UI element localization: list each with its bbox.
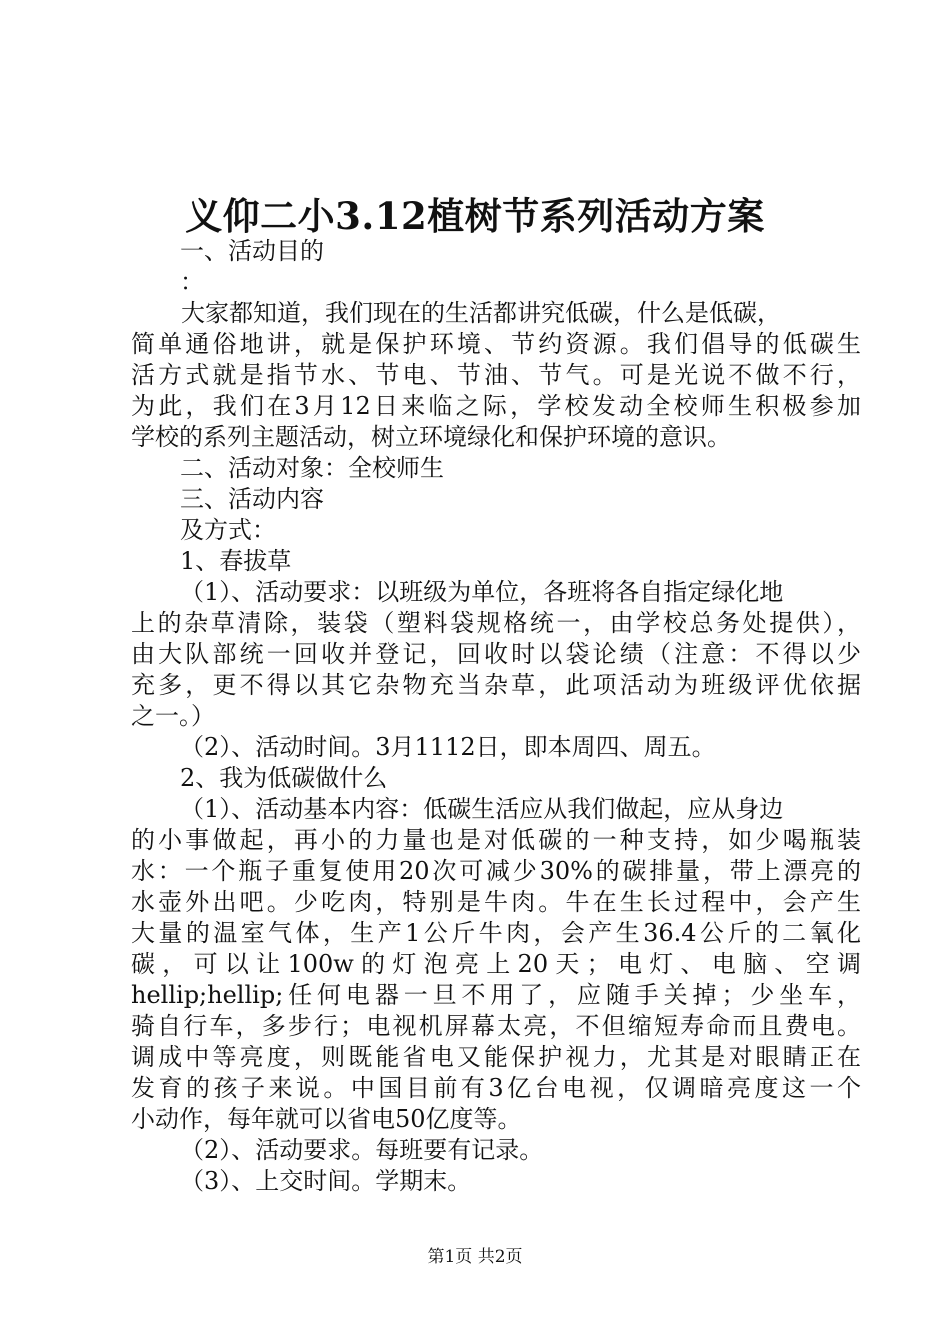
text-line: 大量的温室气体，生产1公斤牛肉，会产生36.4公斤的二氧化	[131, 919, 861, 947]
section-heading-audience: 二、活动对象：全校师生	[180, 454, 444, 482]
text-line: （2）、活动时间。3月1112日，即本周四、周五。	[180, 733, 716, 761]
document-title: 义仰二小3.12植树节系列活动方案	[185, 194, 765, 238]
text-line: （2）、活动要求。每班要有记录。	[180, 1136, 544, 1164]
document-body	[131, 236, 861, 1197]
section-heading-content: 三、活动内容	[180, 485, 324, 513]
text-line: 小动作，每年就可以省电50亿度等。	[131, 1105, 522, 1133]
text-line: 的小事做起，再小的力量也是对低碳的一种支持，如少喝瓶装	[131, 826, 861, 854]
text-line: （1）、活动基本内容：低碳生活应从我们做起，应从身边	[180, 795, 784, 823]
text-line: 骑自行车，多步行；电视机屏幕太亮，不但缩短寿命而且费电。	[131, 1012, 861, 1040]
text-line: 由大队部统一回收并登记，回收时以袋论绩（注意：不得以少	[131, 640, 861, 668]
section-heading-purpose: 一、活动目的	[180, 237, 324, 265]
page-footer: 第1页 共2页	[427, 1247, 523, 1267]
text-line: 之一。）	[131, 702, 215, 730]
text-line: 及方式：	[180, 516, 276, 544]
text-line: 上的杂草清除，装袋（塑料袋规格统一，由学校总务处提供），	[131, 609, 861, 637]
text-line: 碳，可以让100w的灯泡亮上20天；电灯、电脑、空调	[131, 950, 861, 978]
text-line: 调成中等亮度，则既能省电又能保护视力，尤其是对眼睛正在	[131, 1043, 861, 1071]
subsection-heading-weeding: 1、春拔草	[180, 547, 292, 575]
text-line: 学校的系列主题活动，树立环境绿化和保护环境的意识。	[131, 423, 731, 451]
text-line: 水：一个瓶子重复使用20次可减少30%的碳排量，带上漂亮的	[131, 857, 861, 885]
subsection-heading-low-carbon: 2、我为低碳做什么	[180, 764, 388, 792]
text-line: 大家都知道，我们现在的生活都讲究低碳，什么是低碳，	[181, 299, 781, 327]
text-line: 简单通俗地讲，就是保护环境、节约资源。我们倡导的低碳生	[131, 330, 861, 358]
text-line: 发育的孩子来说。中国目前有3亿台电视，仅调暗亮度这一个	[131, 1074, 861, 1102]
text-line: ：	[180, 268, 204, 296]
text-line: 为此，我们在3月12日来临之际，学校发动全校师生积极参加	[131, 392, 861, 420]
text-line: （3）、上交时间。学期末。	[180, 1167, 472, 1195]
text-line: hellip;hellip;任何电器一旦不用了，应随手关掉；少坐车，	[131, 981, 861, 1009]
text-line: 水壶外出吧。少吃肉，特别是牛肉。牛在生长过程中，会产生	[131, 888, 861, 916]
text-line: 活方式就是指节水、节电、节油、节气。可是光说不做不行，	[131, 361, 861, 389]
text-line: （1）、活动要求：以班级为单位，各班将各自指定绿化地	[180, 578, 784, 606]
text-line: 充多，更不得以其它杂物充当杂草，此项活动为班级评优依据	[131, 671, 861, 699]
